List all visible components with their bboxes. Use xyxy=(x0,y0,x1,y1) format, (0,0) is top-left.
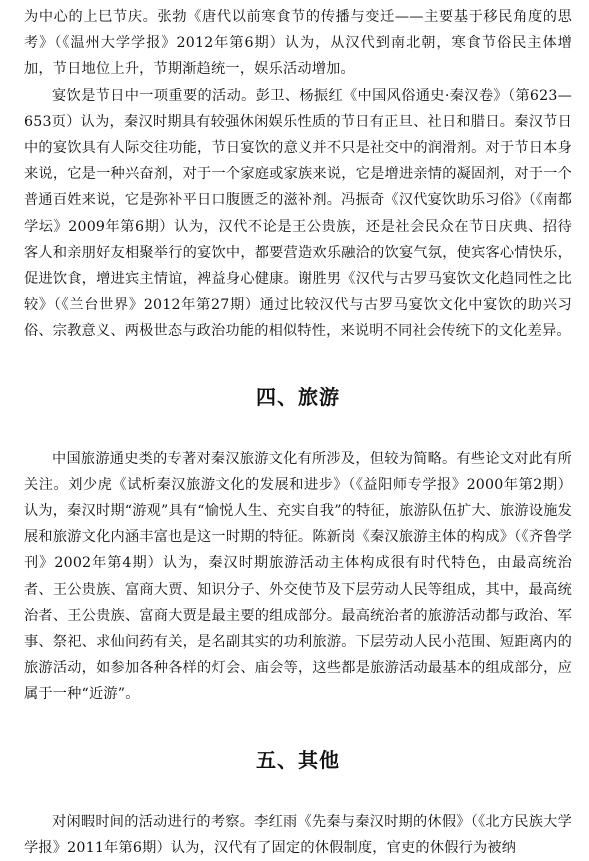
body-paragraph: 对闲暇时间的活动进行的考察。李红雨《先秦与秦汉时期的休假》（《北方民族大学学报》2011年第6期）认为，汉代有了固定的休假制度，官吏的休假行为被纳 xyxy=(24,813,572,856)
body-paragraph: 中国旅游通史类的专著对秦汉旅游文化有所涉及，但较为简略。有些论文对此有所关注。刘少虎《试析秦汉旅游文化的发展和进步》（《益阳师专学报》2000年第2期）认为，秦汉时期“游观”具有“愉悦人生、充实自我”的特征，旅游队伍扩大、旅游设施发展和旅游文化内涵丰富也是这一时期的特征。陈新岗《秦汉旅游主体的构成》（《齐鲁学刊》2002年第4期）认为，秦汉时期旅游活动主体构成很有时代特色，由最高统治者、王公贵族、富商大贾、知识分子、外交使节及下层劳动人民等组成，其中，最高统治者、王公贵族、富商大贾是最主要的组成部分。最高统治者的旅游活动都与政治、军事、祭祀、求仙问药有关，是名副其实的功利旅游。下层劳动人民小范围、短距离内的旅游活动，如参加各种各样的灯会、庙会等，这些都是旅游活动最基本的组成部分，应属于一种“近游”。 xyxy=(24,450,572,703)
section-heading: 五、其他 xyxy=(256,747,340,772)
document-page xyxy=(24,4,572,861)
body-paragraph: 宴饮是节日中一项重要的活动。彭卫、杨振红《中国风俗通史·秦汉卷》（第623—653页）认为，秦汉时期具有较强休闲娱乐性质的节日有正旦、社日和腊日。秦汉节日中的宴饮具有人际交往功能，节日宴饮的意义并不只是社交中的润滑剂。对于节日本身来说，它是一种兴奋剂，对于一个家庭或家族来说，它是增进亲情的凝固剂，对于一个普通百姓来说，它是弥补平日口腹匮乏的滋补剂。冯振奇《汉代宴饮助乐习俗》（《南都学坛》2009年第6期）认为，汉代不论是王公贵族，还是社会民众在节日庆典、招待客人和亲朋好友相聚举行的宴饮中，都要营造欢乐融洽的饮宴气氛，使宾客心情快乐，促进饮食，增进宾主情谊，裨益身心健康。谢胜男《汉代与古罗马宴饮文化趋同性之比较》（《兰台世界》2012年第27期）通过比较汉代与古罗马宴饮文化中宴饮的助兴习俗、宗教意义、两极世态与政治功能的相似特性，来说明不同社会传统下的文化差异。 xyxy=(24,87,572,340)
body-paragraph: 为中心的上巳节庆。张勃《唐代以前寒食节的传播与变迁——主要基于移民角度的思考》（《温州大学学报》2012年第6期）认为，从汉代到南北朝，寒食节俗民主体增加，节日地位上升，节期渐趋统一，娱乐活动增加。 xyxy=(24,9,572,78)
section-heading: 四、旅游 xyxy=(256,384,340,409)
